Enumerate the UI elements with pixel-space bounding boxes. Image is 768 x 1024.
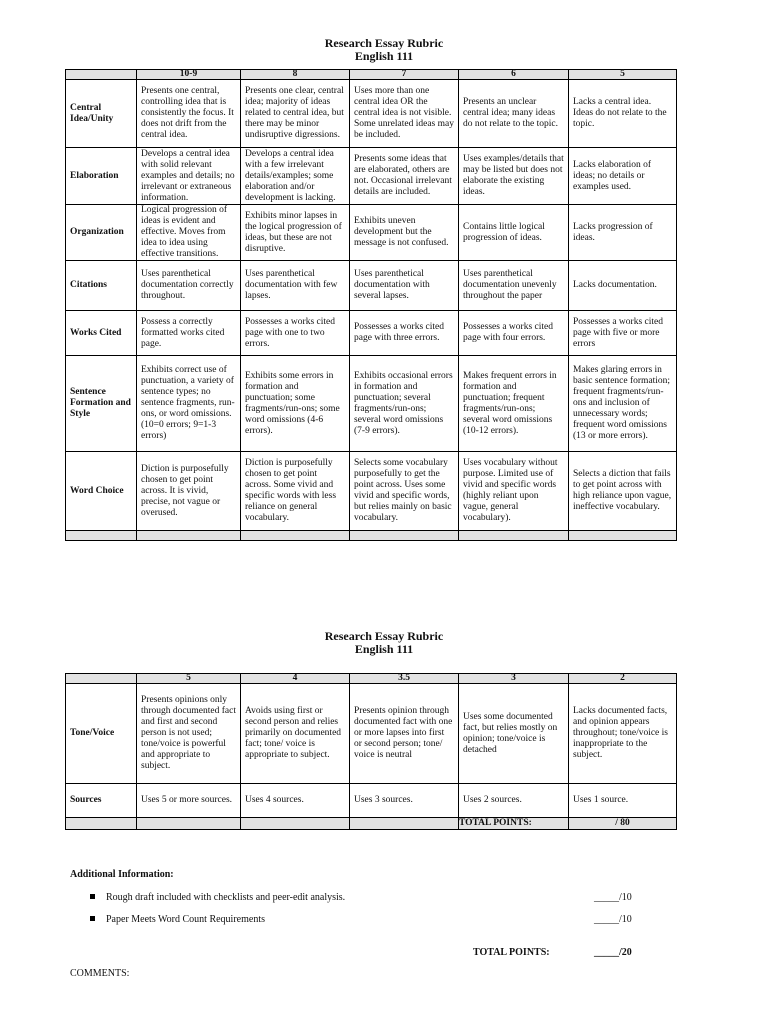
additional-item-label: Rough draft included with checklists and peer-edit analysis. xyxy=(106,892,346,903)
criterion-label: Citations xyxy=(66,261,137,311)
rubric1-header-8: 8 xyxy=(241,70,350,80)
criterion-label: Word Choice xyxy=(66,452,137,531)
table-cell: Exhibits correct use of punctuation, a variety of sentence types; no sentence fragments, run-ons, or word omissions. (10=0 errors; 9=1-3 errors) xyxy=(137,356,241,452)
table-cell: Uses 4 sources. xyxy=(241,784,350,818)
table-cell: Avoids using first or second person and relies primarily on documented fact; tone/ voice is appropriate to subject. xyxy=(241,684,350,784)
rubric2-table xyxy=(65,673,677,830)
table-cell: Exhibits some errors in formation and punctuation; some fragments/run-ons; some word omissions (4-6 errors). xyxy=(241,356,350,452)
additional-total-value: _____/20 xyxy=(594,947,632,958)
table-row xyxy=(66,205,677,261)
table-cell xyxy=(66,531,137,541)
table-cell: Presents one clear, central idea; majority of ideas related to central idea, but there may be minor undisruptive digressions. xyxy=(241,80,350,148)
comments-label: COMMENTS: xyxy=(70,968,130,979)
table-row xyxy=(66,452,677,531)
criterion-label: Tone/Voice xyxy=(66,684,137,784)
table-cell: Lacks a central idea. Ideas do not relate to the topic. xyxy=(569,80,677,148)
rubric2-header-4: 4 xyxy=(241,674,350,684)
additional-item-score: _____/10 xyxy=(594,914,632,925)
additional-total-label: TOTAL POINTS: xyxy=(473,947,550,958)
table-cell xyxy=(569,531,677,541)
total-points-value: / 80 xyxy=(569,818,677,830)
table-row xyxy=(66,80,677,148)
rubric1-header-6: 6 xyxy=(459,70,569,80)
rubric2-header-blank xyxy=(66,674,137,684)
table-cell: Possesses a works cited page with four errors. xyxy=(459,311,569,356)
bullet-icon xyxy=(90,916,95,921)
table-cell: Diction is purposefully chosen to get point across. Some vivid and specific words with less reliance on general vocabulary. xyxy=(241,452,350,531)
table-cell: Uses some documented fact, but relies mostly on opinion; tone/voice is detached xyxy=(459,684,569,784)
rubric1-header-5: 5 xyxy=(569,70,677,80)
table-cell: Exhibits occasional errors in formation and punctuation; several fragments/run-ons; several word omissions (7-9 errors). xyxy=(350,356,459,452)
table-row xyxy=(66,148,677,205)
table-cell: Logical progression of ideas is evident and effective. Moves from idea to idea using effective transitions. xyxy=(137,205,241,261)
table-cell: Contains little logical progression of ideas. xyxy=(459,205,569,261)
table-cell: Uses 5 or more sources. xyxy=(137,784,241,818)
table-cell: Presents opinions only through documented fact and first and second person is not used; tone/voice is powerful and appropriate to subject. xyxy=(137,684,241,784)
table-cell: Makes glaring errors in basic sentence formation; frequent fragments/run-ons and inclusion of unnecessary words; frequent word omissions (13 or more errors). xyxy=(569,356,677,452)
table-cell: Selects a diction that fails to get point across with high reliance upon vague, ineffective vocabulary. xyxy=(569,452,677,531)
table-cell: Exhibits uneven development but the message is not confused. xyxy=(350,205,459,261)
rubric2-header-3-5: 3.5 xyxy=(350,674,459,684)
rubric1-header-10-9: 10-9 xyxy=(137,70,241,80)
rubric1-title: Research Essay Rubric xyxy=(324,36,444,50)
table-cell: Selects some vocabulary purposefully to get the point across. Uses some vivid and specific words, but relies mainly on basic vocabulary. xyxy=(350,452,459,531)
table-cell: Makes frequent errors in formation and punctuation; frequent fragments/run-ons; several word omissions (10-12 errors). xyxy=(459,356,569,452)
table-footer-row xyxy=(66,531,677,541)
table-cell xyxy=(137,818,241,830)
table-cell: Presents an unclear central idea; many ideas do not relate to the topic. xyxy=(459,80,569,148)
table-cell: Presents opinion through documented fact with one or more lapses into first or second person; tone/ voice is neutral xyxy=(350,684,459,784)
table-row xyxy=(66,784,677,818)
table-cell: Uses examples/details that may be listed but does not elaborate the existing ideas. xyxy=(459,148,569,205)
table-cell: Possesses a works cited page with five or more errors xyxy=(569,311,677,356)
table-cell: Possess a correctly formatted works cited page. xyxy=(137,311,241,356)
table-cell: Lacks documented facts, and opinion appears throughout; tone/voice is inappropriate to the subject. xyxy=(569,684,677,784)
table-cell: Uses 2 sources. xyxy=(459,784,569,818)
table-cell: Lacks progression of ideas. xyxy=(569,205,677,261)
table-cell xyxy=(241,818,350,830)
criterion-label: Elaboration xyxy=(66,148,137,205)
table-cell xyxy=(241,531,350,541)
table-cell: Develops a central idea with solid relevant examples and details; no irrelevant or extraneous information. xyxy=(137,148,241,205)
criterion-label: Sentence Formation and Style xyxy=(66,356,137,452)
criterion-label: Sources xyxy=(66,784,137,818)
rubric2-header-5: 5 xyxy=(137,674,241,684)
table-cell: Lacks elaboration of ideas; no details or examples used. xyxy=(569,148,677,205)
table-cell: Uses parenthetical documentation correctly throughout. xyxy=(137,261,241,311)
list-item xyxy=(90,914,265,925)
criterion-label: Central Idea/Unity xyxy=(66,80,137,148)
table-cell: Uses more than one central idea OR the central idea is not visible. Some unrelated ideas may be included. xyxy=(350,80,459,148)
criterion-label: Works Cited xyxy=(66,311,137,356)
rubric1-subtitle: English 111 xyxy=(354,49,414,63)
table-cell: Presents one central, controlling idea that is consistently the focus. It does not drift from the central idea. xyxy=(137,80,241,148)
table-cell: Uses 1 source. xyxy=(569,784,677,818)
table-cell: Lacks documentation. xyxy=(569,261,677,311)
table-row xyxy=(66,261,677,311)
rubric2-header-row xyxy=(66,674,677,684)
table-row xyxy=(66,684,677,784)
rubric1-table xyxy=(65,69,677,541)
criterion-label: Organization xyxy=(66,205,137,261)
table-cell xyxy=(350,818,459,830)
table-cell xyxy=(459,531,569,541)
additional-item-score: _____/10 xyxy=(594,892,632,903)
list-item xyxy=(90,892,345,903)
bullet-icon xyxy=(90,894,95,899)
table-cell: Uses parenthetical documentation with few lapses. xyxy=(241,261,350,311)
additional-item-label: Paper Meets Word Count Requirements xyxy=(106,914,265,925)
rubric2-subtitle: English 111 xyxy=(354,642,414,656)
table-cell: Uses vocabulary without purpose. Limited use of vivid and specific words (highly reliant upon vague, general vocabulary). xyxy=(459,452,569,531)
table-cell: Possesses a works cited page with one to two errors. xyxy=(241,311,350,356)
table-cell: Develops a central idea with a few irrelevant details/examples; some elaboration and/or development is lacking. xyxy=(241,148,350,205)
table-cell: Exhibits minor lapses in the logical progression of ideas, but these are not disruptive. xyxy=(241,205,350,261)
table-cell xyxy=(137,531,241,541)
total-row xyxy=(66,818,677,830)
rubric1-header-row xyxy=(66,70,677,80)
table-cell xyxy=(350,531,459,541)
table-cell: Uses 3 sources. xyxy=(350,784,459,818)
table-cell: Uses parenthetical documentation unevenly throughout the paper xyxy=(459,261,569,311)
rubric2-header-2: 2 xyxy=(569,674,677,684)
table-cell: Possesses a works cited page with three errors. xyxy=(350,311,459,356)
total-points-label: TOTAL POINTS: xyxy=(459,818,569,830)
table-cell: Uses parenthetical documentation with several lapses. xyxy=(350,261,459,311)
table-cell: Presents some ideas that are elaborated, others are not. Occasional irrelevant details are included. xyxy=(350,148,459,205)
additional-info-heading: Additional Information: xyxy=(70,869,174,880)
rubric1-header-blank xyxy=(66,70,137,80)
rubric2-title: Research Essay Rubric xyxy=(324,629,444,643)
rubric2-header-3: 3 xyxy=(459,674,569,684)
table-cell xyxy=(66,818,137,830)
rubric1-header-7: 7 xyxy=(350,70,459,80)
table-row xyxy=(66,356,677,452)
table-cell: Diction is purposefully chosen to get point across. It is vivid, precise, not vague or overused. xyxy=(137,452,241,531)
table-row xyxy=(66,311,677,356)
